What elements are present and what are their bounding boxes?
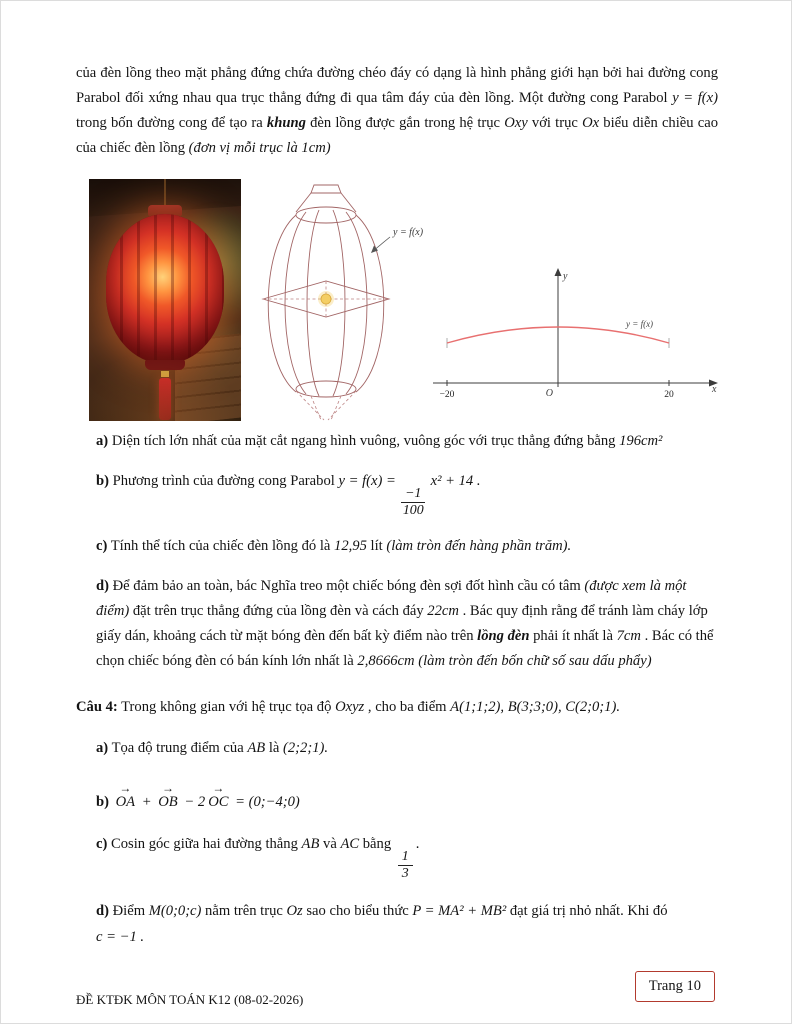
x-axis-label: x xyxy=(712,384,717,395)
fraction xyxy=(398,849,413,882)
curve-label: y = f(x) xyxy=(626,319,654,329)
math-result: c = −1 . xyxy=(96,929,145,946)
fraction-numerator: 1 xyxy=(398,849,413,866)
intro-paragraph xyxy=(76,61,718,161)
math-inline: 22cm xyxy=(427,603,459,620)
origin-label: O xyxy=(545,388,553,399)
text-run: biểu diễn chiều cao của chiếc đèn lồng xyxy=(76,115,719,156)
emphasis-long-den: lồng đèn xyxy=(477,628,530,645)
statement-d xyxy=(96,574,718,674)
lantern-body xyxy=(106,214,224,364)
unit-note: (đơn vị mỗi trục là 1cm) xyxy=(188,140,331,156)
math-inline: 2,8666cm xyxy=(357,653,415,670)
text-run: Diện tích lớn nhất của mặt cắt ngang hình vuông, vuông góc với trục thẳng đứng bằng xyxy=(111,433,620,449)
x-max-tick-label: 20 xyxy=(664,390,674,400)
y-axis-arrow xyxy=(555,268,562,276)
fraction-denominator: 3 xyxy=(401,865,409,881)
wireframe-left-curve xyxy=(268,215,296,392)
math-inline: M(0;0;c) xyxy=(148,902,202,919)
math-operator: + xyxy=(138,793,156,810)
statement-b xyxy=(96,469,718,519)
math-inline: x² + 14 . xyxy=(430,473,481,490)
math-inline: P = MA² + MB² xyxy=(412,902,507,919)
item-label: a) xyxy=(96,433,109,449)
item-label: d) xyxy=(96,902,109,919)
q4-statement-b xyxy=(96,776,718,814)
math-inline: AC xyxy=(340,836,360,853)
item-label: c) xyxy=(96,537,108,554)
math-inline: Ox xyxy=(582,115,600,131)
math-inline: (2;2;1). xyxy=(283,739,328,756)
text-run: Điểm xyxy=(112,902,149,919)
item-label: a) xyxy=(96,739,109,756)
text-run: phải ít nhất là xyxy=(529,628,617,645)
bulb xyxy=(321,294,331,304)
statement-c xyxy=(96,534,718,558)
text-run: với trục xyxy=(527,115,583,131)
y-axis-label: y xyxy=(563,271,568,282)
text-run: Trong không gian với hệ trục tọa độ xyxy=(117,698,336,715)
math-result: = (0;−4;0) xyxy=(231,793,300,810)
lantern-photo xyxy=(89,179,241,421)
parabola-graph xyxy=(429,265,721,407)
fraction xyxy=(399,486,428,519)
wireframe-right-curve xyxy=(356,215,384,392)
text-run: Để đảm bảo an toàn, bác Nghĩa treo một chiếc bóng đèn sợi đốt hình cầu có tâm xyxy=(112,578,585,595)
parenthetical-note: (được xem là một điểm) xyxy=(96,578,687,620)
text-run: của đèn lồng theo mặt phẳng đứng chứa đường chéo đáy có dạng là hình phẳng giới hạn bởi hai đường cong Parabol đối xứng nhau qua trục thẳng đứng đi qua tâm đáy của đèn lồng. Một đường cong Parabol xyxy=(76,65,718,106)
question-label: Câu 4: xyxy=(76,698,118,715)
math-inline: AB xyxy=(247,739,266,756)
math-inline: AB xyxy=(301,836,320,853)
wireframe-top-cap xyxy=(311,185,341,193)
tassel xyxy=(159,378,171,420)
text-run: Tính thể tích của chiếc đèn lồng đó là xyxy=(110,537,335,554)
item-label: d) xyxy=(96,578,109,595)
rounding-note: (làm tròn đến bốn chữ số sau dấu phẩy) xyxy=(418,653,652,670)
text-run: là xyxy=(265,739,284,756)
vector-OB: OB → xyxy=(155,782,180,814)
math-operator: − 2 xyxy=(180,793,206,810)
text-run: bằng xyxy=(359,836,395,853)
statement-a xyxy=(96,429,718,453)
vector-OC: OC → xyxy=(205,782,231,814)
wireframe-bottom-rim xyxy=(296,381,356,397)
text-run: nằm trên trục xyxy=(201,902,287,919)
text-run: lít xyxy=(366,537,387,554)
emphasis-khung: khung xyxy=(266,115,306,131)
q4-statement-c xyxy=(96,832,718,882)
fraction-numerator: −1 xyxy=(401,486,425,503)
math-inline: 12,95 xyxy=(334,537,367,554)
math-inline: y = f(x) xyxy=(672,90,718,106)
wireframe-curve-label: y = f(x) xyxy=(393,227,424,238)
item-label: c) xyxy=(96,836,108,853)
text-run: đạt giá trị nhỏ nhất. Khi đó xyxy=(506,902,668,919)
statements xyxy=(76,429,718,950)
text-run: . xyxy=(415,836,420,853)
math-inline: y = f(x) = xyxy=(338,473,396,490)
fraction-denominator: 100 xyxy=(402,502,424,518)
wireframe-top-rim xyxy=(296,207,356,223)
text-run: đặt trên trục thẳng đứng của lồng đèn và cách đáy xyxy=(129,603,428,620)
math-inline: 196cm² xyxy=(619,433,663,449)
q4-statement-a xyxy=(96,736,718,760)
tassel-ring xyxy=(161,371,169,377)
math-inline: Oxy xyxy=(504,115,528,131)
vector-OA: OA → xyxy=(113,782,138,814)
question-4-heading xyxy=(76,695,718,719)
text-run: Cosin góc giữa hai đường thẳng xyxy=(111,836,302,853)
text-run: Phương trình của đường cong Parabol xyxy=(112,473,339,490)
footer-exam-title: ĐỀ KTĐK MÔN TOÁN K12 (08-02-2026) xyxy=(76,992,304,1007)
lantern-bottom-cap xyxy=(145,360,185,370)
rounding-note: (làm tròn đến hàng phần trăm). xyxy=(386,537,572,554)
text-run: . Bác quy định rằng để tránh làm cháy lớp giấy dán, khoảng cách từ mặt bóng đèn đến bất kỳ điểm nào trên xyxy=(96,603,708,645)
text-run: đèn lồng được gắn trong hệ trục xyxy=(305,115,505,131)
text-run: , cho ba điểm xyxy=(364,698,451,715)
math-inline: Oz xyxy=(286,902,303,919)
text-run: sao cho biểu thức xyxy=(302,902,413,919)
text-run: và xyxy=(319,836,341,853)
figures-row xyxy=(89,177,719,425)
text-run: trong bốn đường cong để tạo ra xyxy=(76,115,267,131)
item-label: b) xyxy=(96,473,109,490)
q4-statement-d xyxy=(96,898,718,951)
page-number-box: Trang 10 xyxy=(635,971,715,1002)
math-inline: 7cm xyxy=(616,628,641,645)
math-inline: A(1;1;2), B(3;3;0), C(2;0;1). xyxy=(450,698,620,715)
text-run: Tọa độ trung điểm của xyxy=(111,739,248,756)
math-inline: Oxyz xyxy=(335,698,365,715)
x-min-tick-label: −20 xyxy=(439,390,455,400)
text-run: . Bác có thể chọn chiếc bóng đèn có bán kính lớn nhất là xyxy=(96,628,714,670)
item-label: b) xyxy=(96,793,109,810)
